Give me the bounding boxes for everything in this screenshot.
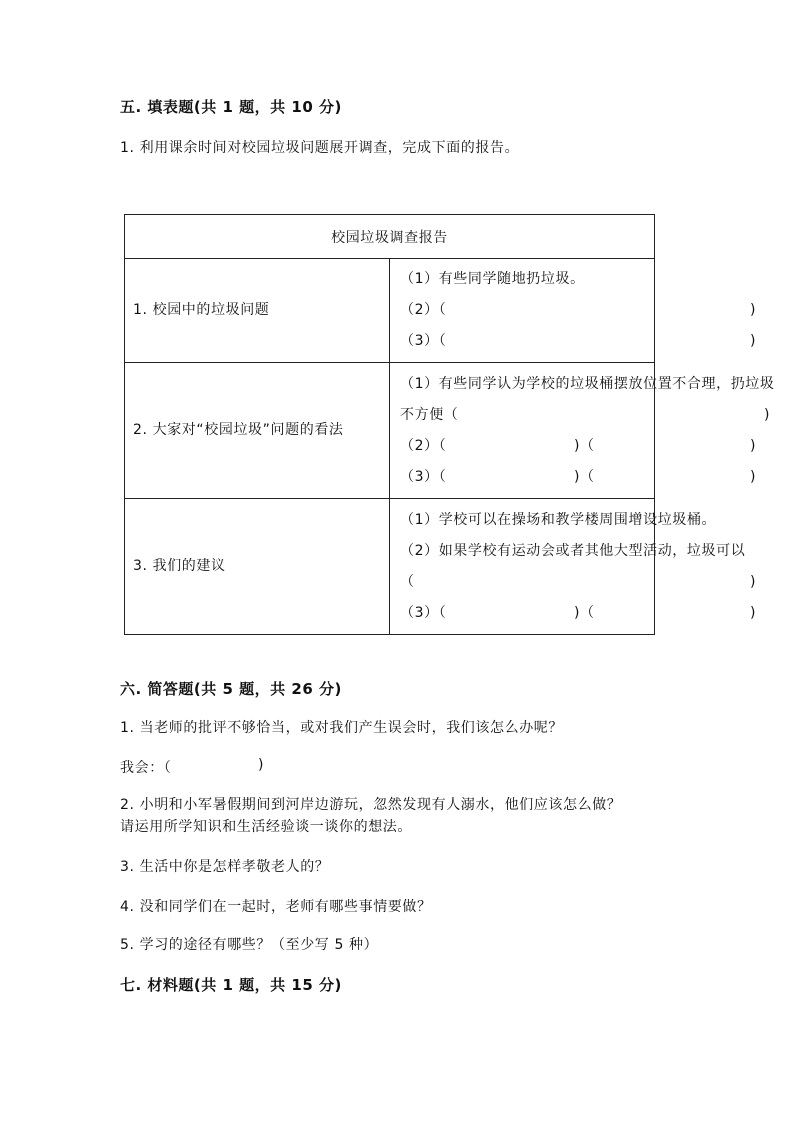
row-1-line-3-close: ): [750, 333, 757, 349]
row-2-line-3-close: ): [750, 437, 757, 454]
answer-open: 我会：（: [120, 760, 172, 776]
row-3-line-4[interactable]: [400, 598, 757, 629]
row-2-line-2-close: ): [764, 406, 771, 423]
row-1-line-3-open: （3）（: [400, 333, 447, 349]
row-3-line-4-close: ): [750, 604, 757, 621]
question-6-4: 4. 没和同学们在一起时，老师有哪些事情要做？: [120, 899, 432, 915]
row-2-line-4-close: ): [750, 468, 757, 485]
row-2-line-4[interactable]: [400, 462, 757, 493]
row-2-line-1: （1）有些同学认为学校的垃圾桶摆放位置不合理，扔垃圾: [400, 375, 775, 392]
question-6-3: 3. 生活中你是怎样孝敬老人的？: [120, 859, 330, 875]
section-7-heading: 七. 材料题(共 1 题，共 15 分): [120, 976, 342, 994]
row-1-line-3[interactable]: [400, 326, 757, 357]
question-6-2-line-1: 2. 小明和小军暑假期间到河岸边游玩，忽然发现有人溺水，他们应该怎么做？: [120, 797, 622, 813]
row-1-line-1: （1）有些同学随地扔垃圾。: [400, 271, 585, 287]
row-2-content: [390, 363, 775, 499]
row-2-line-3-open: （2）（: [400, 437, 447, 454]
row-3-line-3-close: ): [750, 573, 757, 590]
row-1-content: [390, 259, 757, 363]
row-3-label: 3. 我们的建议: [125, 499, 390, 635]
row-2-line-2[interactable]: [400, 400, 771, 431]
row-2-line-2-open: 不方便（: [400, 406, 459, 423]
row-1-line-2[interactable]: [400, 295, 757, 326]
row-2-line-4-mid: )（: [574, 468, 595, 485]
report-title: 校园垃圾调查报告: [125, 215, 655, 259]
row-2-line-3[interactable]: [400, 431, 757, 462]
row-1-line-2-open: （2）（: [400, 302, 447, 318]
section-6-heading: 六. 简答题(共 5 题，共 26 分): [120, 680, 342, 698]
row-3-line-4-open: （3）（: [400, 604, 447, 621]
section-5-heading: 五. 填表题(共 1 题，共 10 分): [120, 98, 342, 116]
row-1-line-2-close: ): [750, 302, 757, 318]
survey-report-table: [124, 214, 775, 635]
answer-close: ): [258, 757, 265, 773]
row-1-label: 1. 校园中的垃圾问题: [125, 259, 390, 363]
question-6-2: [120, 794, 621, 838]
row-2-label: 2. 大家对“校园垃圾”问题的看法: [125, 363, 390, 499]
row-3-line-1: （1）学校可以在操场和教学楼周围增设垃圾桶。: [400, 511, 717, 528]
row-3-line-3[interactable]: [400, 567, 757, 598]
question-6-5: 5. 学习的途径有哪些？（至少写 5 种）: [120, 937, 379, 953]
row-3-line-2: （2）如果学校有运动会或者其他大型活动，垃圾可以: [400, 542, 746, 559]
row-2-line-4-open: （3）（: [400, 468, 447, 485]
question-6-2-line-2: 请运用所学知识和生活经验谈一谈你的想法。: [120, 819, 412, 835]
row-3-line-4-mid: )（: [574, 604, 595, 621]
question-5-1: 1. 利用课余时间对校园垃圾问题展开调查，完成下面的报告。: [120, 140, 520, 156]
row-2-line-3-mid: )（: [574, 437, 595, 454]
question-6-1-answer[interactable]: [120, 757, 265, 777]
question-6-1: 1. 当老师的批评不够恰当，或对我们产生误会时，我们该怎么办呢？: [120, 720, 564, 736]
row-3-content: [390, 499, 757, 635]
row-3-line-3-open: （: [400, 573, 415, 590]
